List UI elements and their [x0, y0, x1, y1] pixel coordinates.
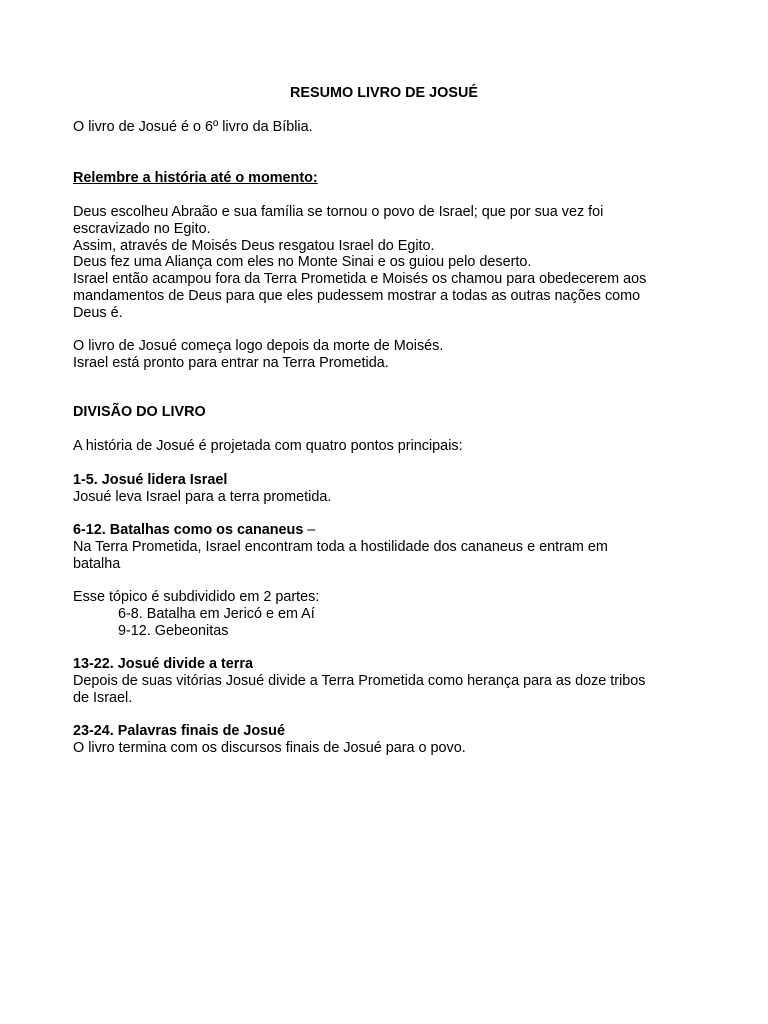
recall-paragraph	[73, 204, 713, 322]
section-heading-dash: –	[303, 522, 316, 538]
section-line: Na Terra Prometida, Israel encontram toda a hostilidade dos cananeus e entram em	[73, 538, 608, 555]
subdivision-intro: Esse tópico é subdividido em 2 partes:	[73, 589, 320, 605]
document-title: RESUMO LIVRO DE JOSUÉ	[290, 85, 478, 101]
recall-line: Deus fez uma Aliança com eles no Monte Sinai e os guiou pelo deserto.	[73, 254, 532, 271]
section-heading: 23-24. Palavras finais de Josué	[73, 723, 285, 739]
section-heading: 13-22. Josué divide a terra	[73, 656, 253, 672]
section-line: Josué leva Israel para a terra prometida.	[73, 488, 332, 505]
recall-line: Deus é.	[73, 304, 123, 321]
book-start-line: Israel está pronto para entrar na Terra Prometida.	[73, 354, 389, 371]
division-heading: DIVISÃO DO LIVRO	[73, 404, 206, 420]
subdivision-block	[73, 589, 713, 639]
recall-line: mandamentos de Deus para que eles pudessem mostrar a todas as outras nações como	[73, 287, 641, 304]
section-heading: 6-12. Batalhas como os cananeus	[73, 522, 304, 538]
section-1-5	[73, 472, 713, 506]
section-line: de Israel.	[73, 689, 133, 706]
division-intro: A história de Josué é projetada com quatro pontos principais:	[73, 438, 463, 454]
recall-heading: Relembre a história até o momento:	[73, 170, 318, 186]
section-23-24	[73, 723, 713, 757]
section-line: Depois de suas vitórias Josué divide a Terra Prometida como herança para as doze tribos	[73, 672, 646, 689]
subdivision-item: 9-12. Gebeonitas	[118, 622, 229, 639]
section-heading-row	[73, 522, 713, 539]
recall-line: Deus escolheu Abraão e sua família se tornou o povo de Israel; que por sua vez foi	[73, 204, 604, 220]
recall-line: escravizado no Egito.	[73, 220, 211, 237]
intro-paragraph: O livro de Josué é o 6º livro da Bíblia.	[73, 119, 313, 135]
section-heading: 1-5. Josué lidera Israel	[73, 472, 228, 488]
section-line: O livro termina com os discursos finais de Josué para o povo.	[73, 739, 466, 756]
section-line: batalha	[73, 555, 121, 572]
section-6-12	[73, 522, 713, 572]
recall-line: Israel então acampou fora da Terra Prometida e Moisés os chamou para obedecerem aos	[73, 271, 647, 288]
book-start-paragraph	[73, 338, 713, 372]
section-13-22	[73, 656, 713, 706]
recall-line: Assim, através de Moisés Deus resgatou Israel do Egito.	[73, 237, 435, 254]
subdivision-item: 6-8. Batalha em Jericó e em Aí	[118, 605, 315, 622]
book-start-line: O livro de Josué começa logo depois da morte de Moisés.	[73, 338, 444, 354]
